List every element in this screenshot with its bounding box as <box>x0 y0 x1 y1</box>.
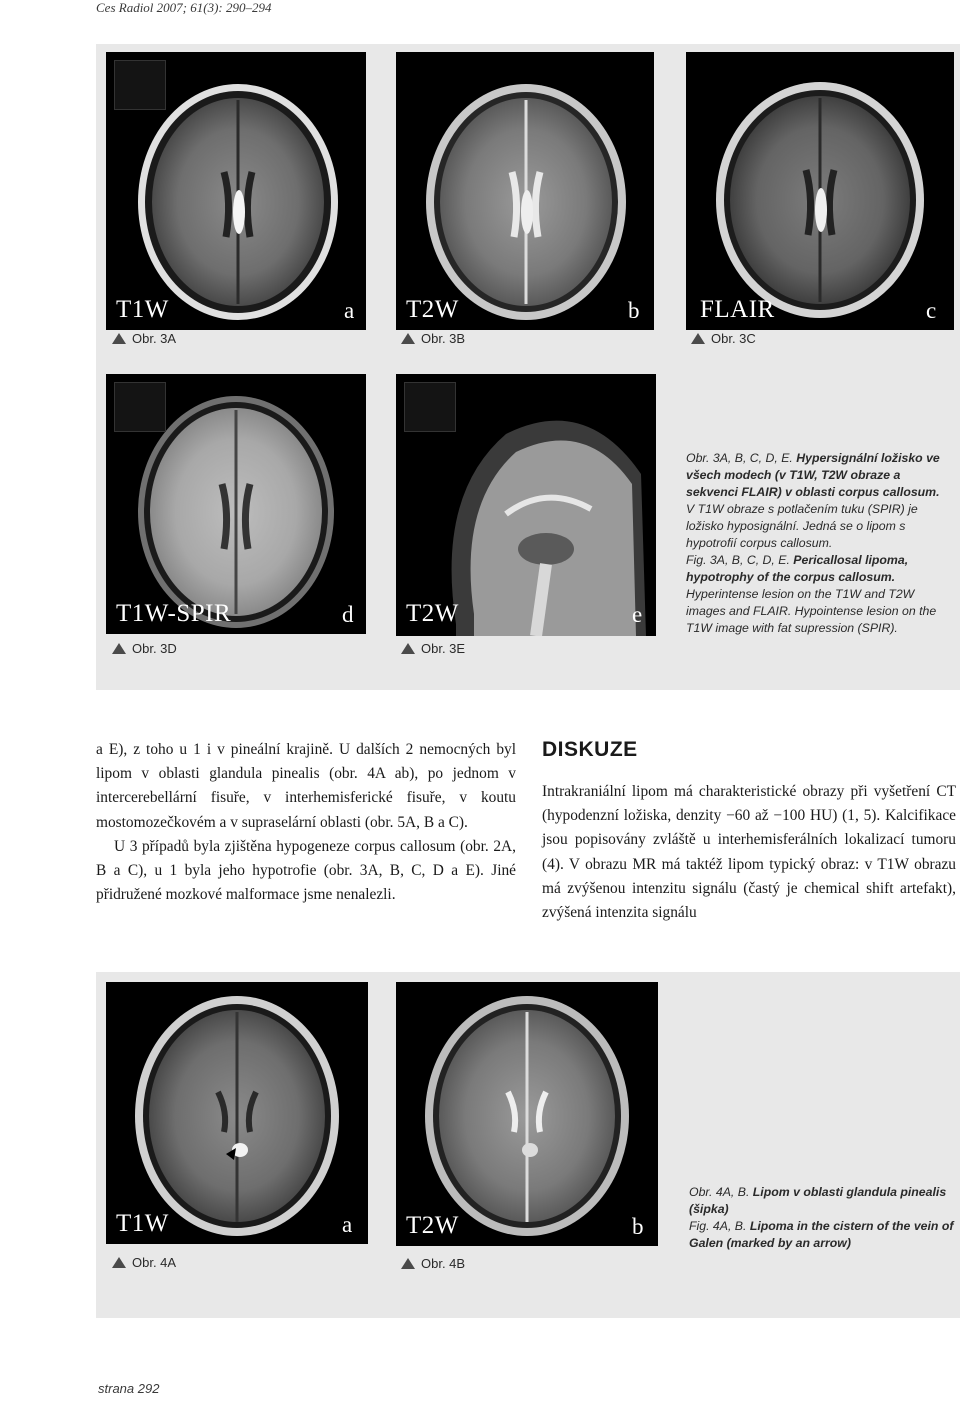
brain-axial-flair <box>686 52 954 330</box>
mri-image-3e <box>396 374 656 636</box>
mri-image-4b <box>396 982 658 1246</box>
brain-axial-t2w <box>396 52 654 330</box>
sequence-label: T2W <box>406 600 459 627</box>
mri-image-3a <box>106 52 366 330</box>
right-text-column <box>542 780 956 925</box>
paragraph: a E), z toho u 1 i v pineální krajině. U dalších 2 nemocných byl lipom v oblasti glandula pinealis (obr. 4A ab), po jednom v intercerebellární fisuře, v interhemisferické fisuře, v koutu mostomozečkovém a v supraselární oblasti (obr. 5A, B a C). <box>96 741 516 831</box>
triangle-up-icon <box>112 643 126 654</box>
panel-letter: e <box>632 602 643 627</box>
left-text-column <box>96 738 516 907</box>
triangle-up-icon <box>691 333 705 344</box>
brain-axial-t1w-pineal <box>106 982 368 1244</box>
section-heading: DISKUZE <box>542 738 638 761</box>
paragraph: U 3 případů byla zjištěna hypogeneze corpus callosum (obr. 2A, B a C), u 1 byla jeho hypotrofie (obr. 3A, B, C, D a E). Jiné přidružené mozkové malformace jsme nenalezli. <box>96 837 516 904</box>
brain-axial-t2w-pineal <box>396 982 658 1246</box>
mri-image-3c <box>686 52 954 330</box>
image-caption-3e: Obr. 3E <box>401 641 465 656</box>
image-caption-3b: Obr. 3B <box>401 331 465 346</box>
scout-thumbnail <box>114 60 166 110</box>
image-caption-3c: Obr. 3C <box>691 331 756 346</box>
paragraph: Intrakraniální lipom má charakteristické obrazy při vyšetření CT (hypodenzní ložiska, denzity −60 až −100 HU) (1, 5). Kalcifikace jsou popisovány zvláště u interhemisferálních lokalizací tumoru (4). V obrazu MR má taktéž lipom typický obraz: v T1W obrazu má zvýšenou intenzitu signálu (častý je chemical shift artefakt), zvýšená intenzita signálu <box>542 783 956 922</box>
triangle-up-icon <box>112 1257 126 1268</box>
page-number: strana 292 <box>98 1381 160 1396</box>
sequence-label: T2W <box>406 1212 459 1239</box>
image-caption-3a: Obr. 3A <box>112 331 176 346</box>
sequence-label: T1W <box>116 296 169 323</box>
sequence-label: T2W <box>406 296 459 323</box>
triangle-up-icon <box>401 643 415 654</box>
scout-thumbnail <box>114 382 166 432</box>
image-caption-4a: Obr. 4A <box>112 1255 176 1270</box>
running-header: Ces Radiol 2007; 61(3): 290–294 <box>96 0 272 15</box>
panel-letter: b <box>632 1214 644 1239</box>
triangle-up-icon <box>401 1258 415 1269</box>
panel-letter: a <box>344 298 355 323</box>
figure-4-panel <box>96 972 960 1318</box>
image-caption-3d: Obr. 3D <box>112 641 177 656</box>
triangle-up-icon <box>401 333 415 344</box>
mri-image-3b <box>396 52 654 330</box>
mri-image-3d <box>106 374 366 634</box>
panel-letter: a <box>342 1212 353 1237</box>
figure-4-caption: Obr. 4A, B. Lipom v oblasti glandula pinealis (šipka) Fig. 4A, B. Lipoma in the cistern of the vein of Galen (marked by an arrow) <box>689 1185 954 1250</box>
panel-letter: c <box>926 298 937 323</box>
scout-thumbnail <box>404 382 456 432</box>
triangle-up-icon <box>112 333 126 344</box>
image-caption-4b: Obr. 4B <box>401 1256 465 1271</box>
sequence-label: FLAIR <box>700 296 775 323</box>
panel-letter: d <box>342 602 354 627</box>
panel-letter: b <box>628 298 640 323</box>
figure-3-panel <box>96 44 960 690</box>
sequence-label: T1W-SPIR <box>116 600 232 627</box>
figure-3-caption: Obr. 3A, B, C, D, E. Hypersignální ložisko ve všech modech (v T1W, T2W obraze a sekvenci FLAIR) v oblasti corpus callosum. V T1W obraze s potlačením tuku (SPIR) je ložisko hyposignální. Jedná se o lipom s hypotrofií corpus callosum. Fig. 3A, B, C, D, E. Pericallosal lipoma, hypotrophy of the corpus callosum. Hyperintense lesion on the T1W and T2W images and FLAIR. Hypointense lesion on the T1W image with fat supression (SPIR). <box>686 451 940 635</box>
mri-image-4a <box>106 982 368 1244</box>
sequence-label: T1W <box>116 1210 169 1237</box>
